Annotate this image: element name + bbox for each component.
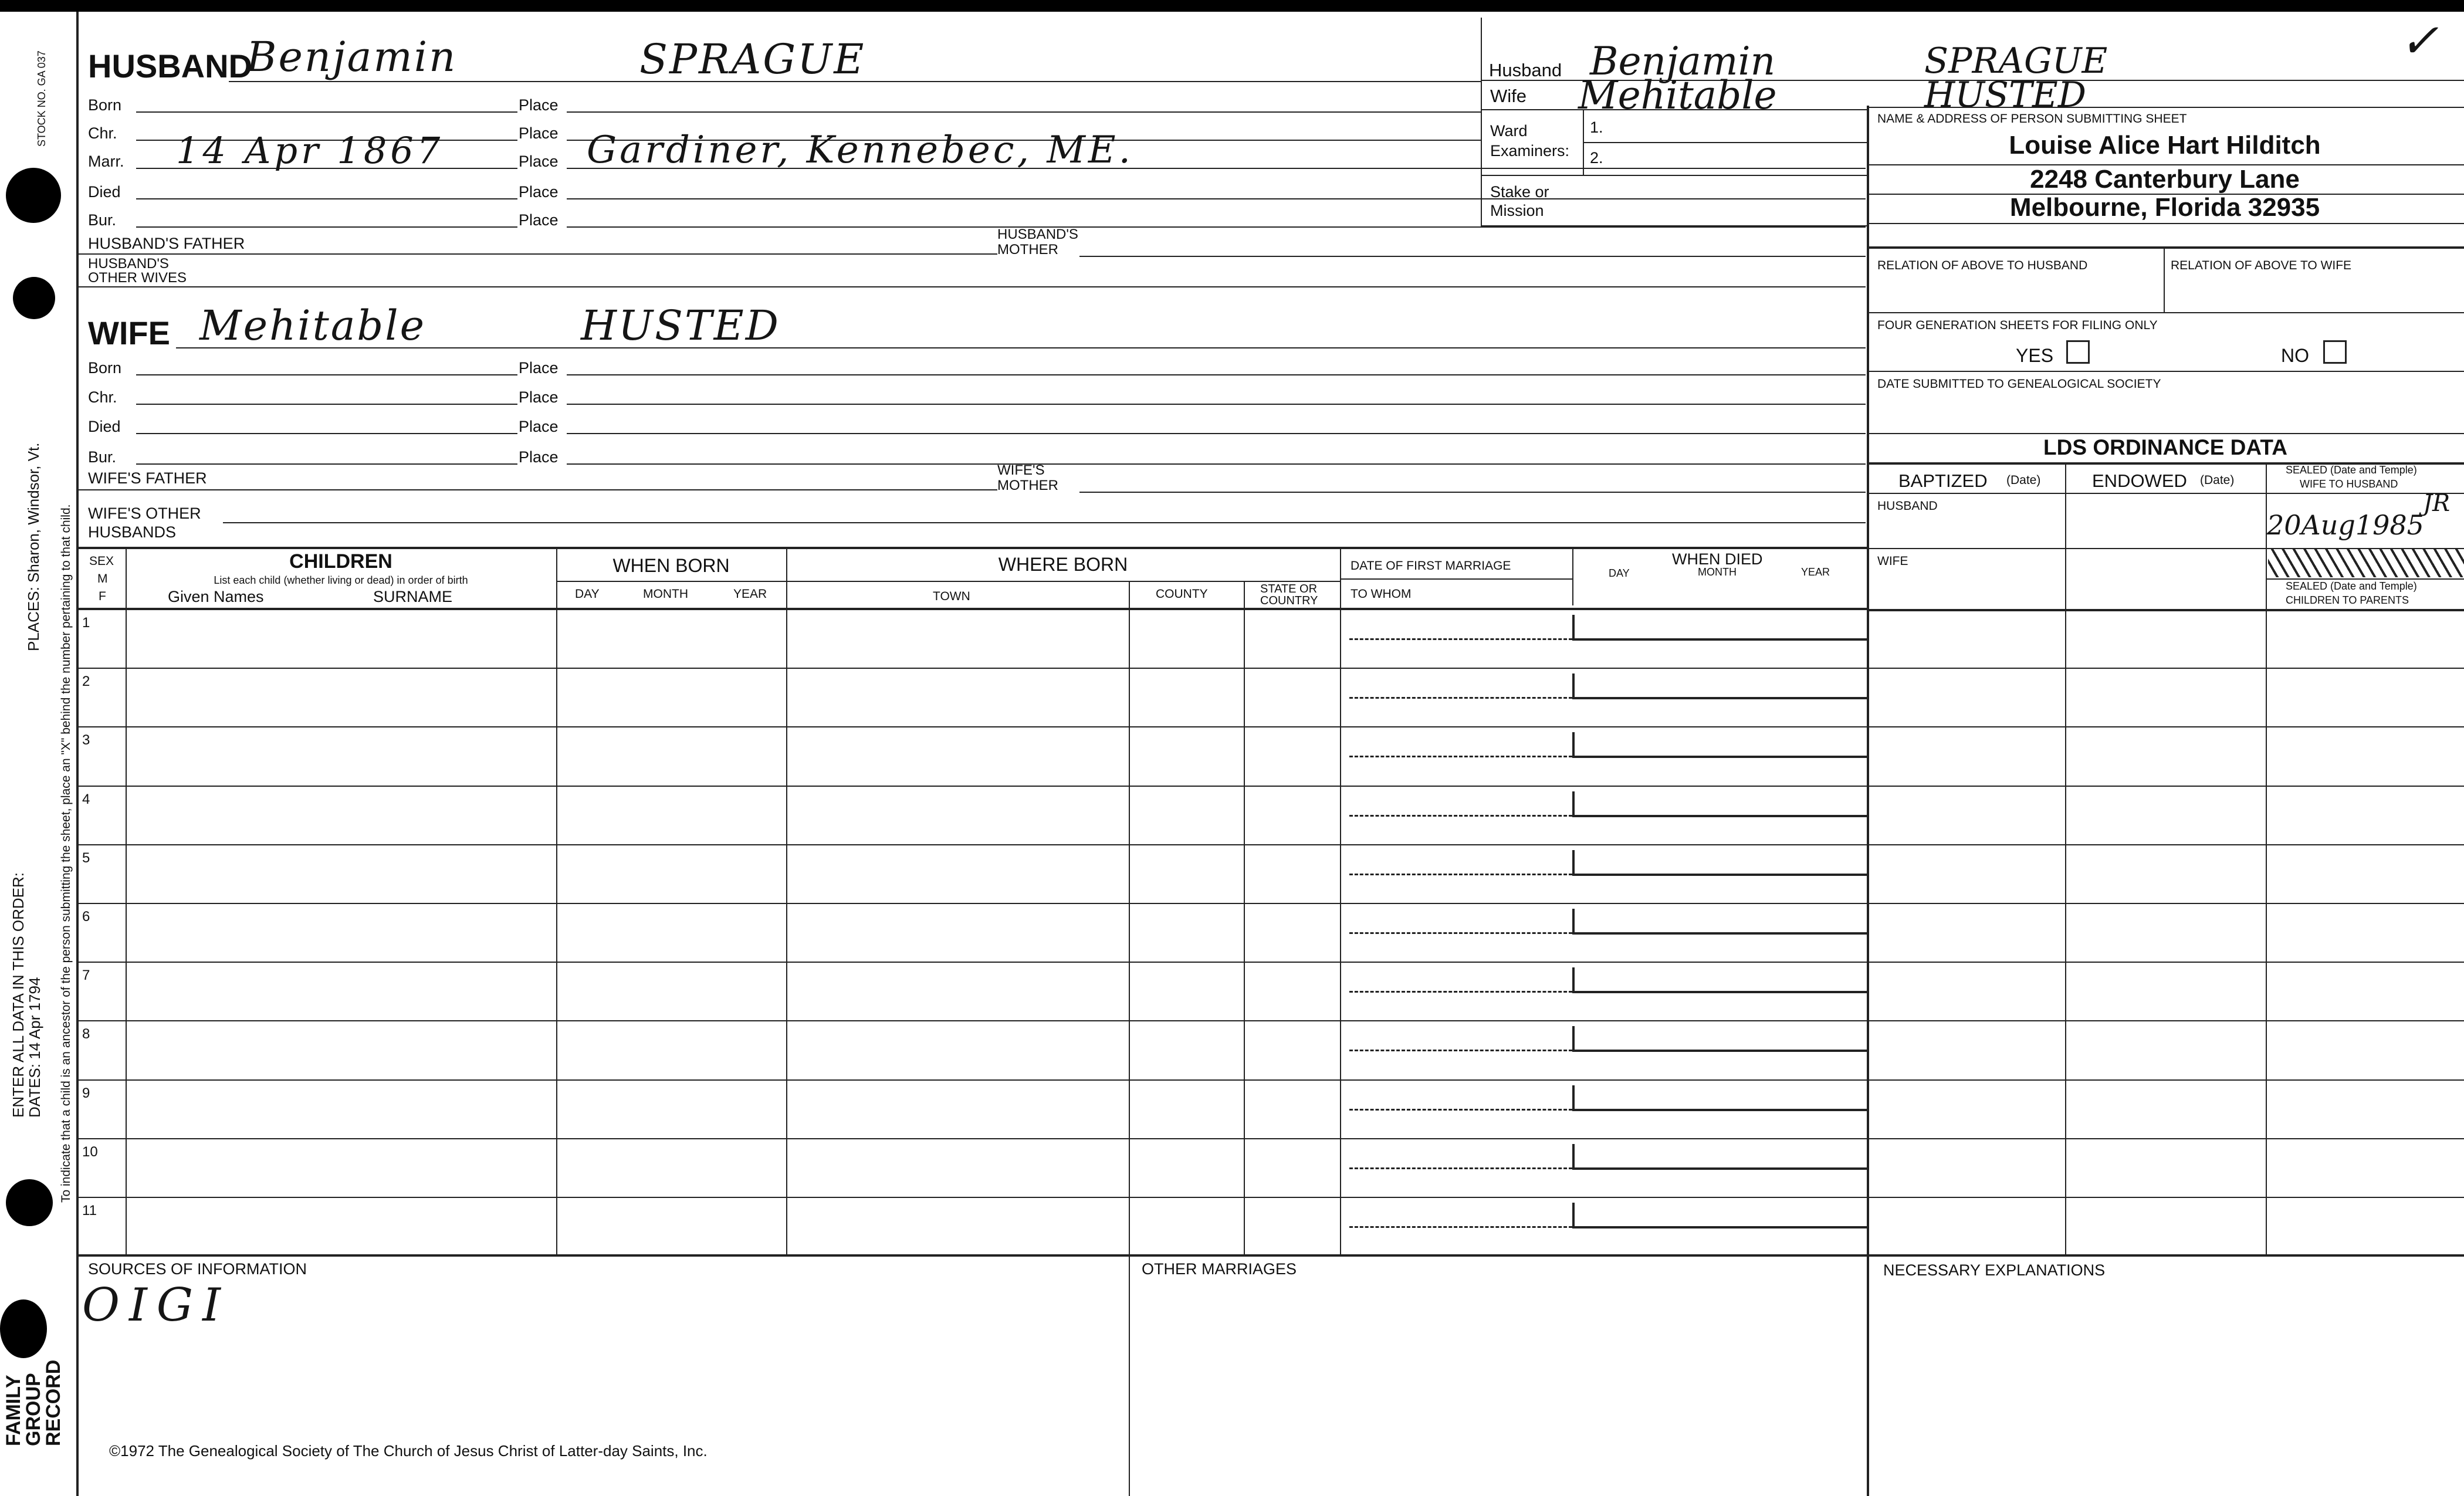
right-wife-name: Mehitable <box>1578 73 1777 118</box>
born-day-label: DAY <box>575 587 600 601</box>
sources-value: OIGI <box>82 1279 230 1332</box>
where-born-label: WHERE BORN <box>998 554 1128 575</box>
wife-other-husbands-label: WIFE'S OTHER <box>88 505 201 522</box>
rule <box>1572 1085 1575 1110</box>
rule <box>76 608 1867 610</box>
surname-label: SURNAME <box>373 588 453 605</box>
rule <box>76 726 2464 727</box>
sources-label: SOURCES OF INFORMATION <box>88 1260 307 1278</box>
died-month-label: MONTH <box>1698 566 1737 578</box>
reviewer-checkmark: ✓ <box>2399 13 2439 68</box>
children-note: List each child (whether living or dead) in order of birth <box>214 574 468 586</box>
rule <box>76 547 1867 549</box>
rule <box>176 347 1866 348</box>
endowed-label: ENDOWED <box>2092 471 2187 491</box>
rule <box>1572 1144 1575 1169</box>
rule <box>76 489 997 490</box>
husband-event-date: 14 Apr 1867 <box>176 129 444 172</box>
husband-row-label: HUSBAND <box>1877 499 1938 513</box>
endowed-date-label: (Date) <box>2200 473 2235 487</box>
husband-place-label: Place <box>519 96 559 114</box>
rule <box>1349 874 1572 875</box>
rule <box>1349 756 1572 757</box>
divider <box>2065 463 2066 1255</box>
yes-checkbox[interactable] <box>2066 340 2090 364</box>
rule <box>1340 578 1572 580</box>
rule <box>1867 223 2464 224</box>
rule <box>1349 1050 1572 1051</box>
rule <box>1583 142 1868 143</box>
rule <box>567 433 1866 434</box>
divider <box>2164 248 2165 313</box>
rule <box>136 404 517 405</box>
rule <box>1867 433 2464 434</box>
left-border <box>76 12 79 1496</box>
husband-surname: SPRAGUE <box>639 35 866 83</box>
rule <box>1867 312 2464 313</box>
four-gen-label: FOUR GENERATION SHEETS FOR FILING ONLY <box>1877 319 2158 332</box>
rule <box>76 1020 2464 1021</box>
rule <box>1572 756 1867 758</box>
husband-other-wives-label: OTHER WIVES <box>88 270 187 286</box>
rule <box>1349 638 1572 640</box>
baptized-label: BAPTIZED <box>1898 471 1988 491</box>
examiner-2: 2. <box>1590 149 1603 167</box>
divider <box>786 548 787 1255</box>
husband-event-label: Bur. <box>88 211 117 229</box>
to-whom-label: TO WHOM <box>1351 587 1412 601</box>
rule <box>1572 697 1867 699</box>
rule <box>1349 697 1572 699</box>
husband-event-place: Gardiner, Kennebec, ME. <box>587 128 1133 172</box>
rule <box>1572 967 1575 992</box>
submitter-city: Melbourne, Florida 32935 <box>2009 193 2320 222</box>
sex-label: SEX <box>89 554 114 568</box>
rule <box>76 1254 2464 1257</box>
submitter-street: 2248 Canterbury Lane <box>2030 165 2300 194</box>
died-year-label: YEAR <box>1801 566 1830 578</box>
rule <box>567 111 1481 113</box>
wife-other-husbands-label: HUSBANDS <box>88 523 177 541</box>
child-row-number: 3 <box>82 732 90 748</box>
child-row-number: 9 <box>82 1085 90 1101</box>
ordinance-title: LDS ORDINANCE DATA <box>2043 435 2287 459</box>
rule <box>1349 815 1572 817</box>
rule <box>1867 107 2464 108</box>
sex-f-label: F <box>99 590 106 603</box>
rule <box>1349 1109 1572 1111</box>
rule <box>76 1079 2464 1081</box>
rule <box>556 581 786 582</box>
yes-label: YES <box>2016 345 2054 366</box>
given-names-label: Given Names <box>168 588 264 605</box>
husband-event-label: Chr. <box>88 124 117 142</box>
wife-event-label: Died <box>88 418 121 435</box>
wife-place-label: Place <box>519 448 559 466</box>
wife-given-name: Mehitable <box>199 302 427 350</box>
baptized-date-label: (Date) <box>2006 473 2041 487</box>
wife-place-label: Place <box>519 388 559 406</box>
husband-event-label: Died <box>88 183 121 201</box>
state-label: STATE OR <box>1260 583 1318 595</box>
ancestor-instruction: To indicate that a child is an ancestor of the person submitting the sheet, place an "X" behind the number pertaining to that child. <box>59 504 73 1203</box>
stock-number: STOCK NO. GA 037 <box>36 50 48 147</box>
rule <box>1572 1167 1867 1170</box>
husband-mother-label: MOTHER <box>997 242 1058 258</box>
rule <box>1572 874 1867 876</box>
rule <box>1572 909 1575 933</box>
rule <box>1572 732 1575 757</box>
husband-given-name: Benjamin <box>246 33 458 81</box>
rule <box>1481 225 1868 226</box>
stake-label: Mission <box>1490 202 1544 219</box>
rule <box>76 1197 2464 1198</box>
husband-place-label: Place <box>519 183 559 201</box>
rule <box>1867 371 2464 372</box>
child-row-number: 6 <box>82 909 90 925</box>
rule <box>136 111 517 113</box>
rule <box>1572 615 1575 639</box>
husband-place-label: Place <box>519 124 559 142</box>
copyright: ©1972 The Genealogical Society of The Church of Jesus Christ of Latter-day Saints, Inc. <box>109 1442 708 1460</box>
right-wife-surname: HUSTED <box>1924 75 2086 116</box>
form-title: GROUP <box>22 1373 45 1446</box>
rule <box>1572 1026 1575 1051</box>
rule <box>1079 492 1866 493</box>
divider <box>1340 548 1341 1255</box>
other-marriages-label: OTHER MARRIAGES <box>1142 1260 1297 1278</box>
submitter-label: NAME & ADDRESS OF PERSON SUBMITTING SHEET <box>1877 112 2187 126</box>
relation-husband-label: RELATION OF ABOVE TO HUSBAND <box>1877 259 2088 272</box>
explanations-label: NECESSARY EXPLANATIONS <box>1883 1261 2106 1279</box>
child-row-number: 4 <box>82 791 90 807</box>
rule <box>1572 850 1575 875</box>
rule <box>136 374 517 375</box>
rule <box>567 404 1866 405</box>
dates-note: DATES: 14 Apr 1794 <box>26 977 43 1118</box>
wife-heading: WIFE <box>88 314 170 351</box>
sealed-wife-label: WIFE TO HUSBAND <box>2300 478 2398 490</box>
rule <box>1867 493 2464 494</box>
husband-place-label: Place <box>519 211 559 229</box>
born-year-label: YEAR <box>733 587 767 601</box>
right-wife-label: Wife <box>1490 86 1527 106</box>
wife-surname: HUSTED <box>581 302 780 350</box>
enter-all-note: ENTER ALL DATA IN THIS ORDER: <box>9 872 27 1118</box>
rule <box>1572 1226 1867 1228</box>
divider <box>126 548 127 1255</box>
rule <box>1481 175 1868 176</box>
rule <box>786 581 1340 582</box>
rule <box>76 962 2464 963</box>
wife-place-label: Place <box>519 418 559 435</box>
children-title: CHILDREN <box>289 550 392 573</box>
form-title: FAMILY <box>2 1375 25 1446</box>
form-title: RECORD <box>42 1359 65 1446</box>
child-row-number: 11 <box>82 1203 97 1219</box>
husband-event-label: Born <box>88 96 122 114</box>
rule <box>1572 815 1867 817</box>
punch-hole <box>6 1179 53 1226</box>
rule <box>1572 791 1575 816</box>
rule <box>1572 1203 1575 1227</box>
child-row-number: 7 <box>82 967 90 983</box>
rule <box>136 463 517 465</box>
divider <box>1129 1255 1130 1496</box>
wife-event-label: Chr. <box>88 388 117 406</box>
right-husband-surname: SPRAGUE <box>1924 40 2108 82</box>
rule <box>76 253 997 255</box>
rule <box>76 844 2464 845</box>
rule <box>76 903 2464 904</box>
punch-hole <box>0 1299 47 1358</box>
wife-event-label: Born <box>88 359 122 377</box>
rule <box>136 198 517 199</box>
husband-event-label: Marr. <box>88 153 124 170</box>
rule <box>1481 109 1868 110</box>
rule <box>1572 932 1867 935</box>
sealed-children-label: SEALED (Date and Temple) <box>2286 580 2417 592</box>
town-label: TOWN <box>933 590 970 603</box>
child-row-number: 5 <box>82 850 90 866</box>
rule <box>1572 673 1575 698</box>
rule <box>1349 1226 1572 1228</box>
divider <box>1129 581 1130 1255</box>
punch-hole <box>6 168 61 223</box>
husband-place-label: Place <box>519 153 559 170</box>
husband-heading: HUSBAND <box>88 48 252 84</box>
divider <box>556 548 557 1255</box>
rule <box>229 81 1481 82</box>
rule <box>1349 991 1572 993</box>
rule <box>1349 932 1572 934</box>
husband-mother-label: HUSBAND'S <box>997 226 1078 242</box>
when-died-label: WHEN DIED <box>1672 550 1763 568</box>
state-label: COUNTRY <box>1260 594 1318 607</box>
date-submitted-label: DATE SUBMITTED TO GENEALOGICAL SOCIETY <box>1877 377 2161 391</box>
submitter-name: Louise Alice Hart Hilditch <box>2009 131 2321 160</box>
first-marriage-label: DATE OF FIRST MARRIAGE <box>1351 559 1511 573</box>
rule <box>76 1138 2464 1139</box>
sealed-wife-label: SEALED (Date and Temple) <box>2286 464 2417 476</box>
wife-mother-label: WIFE'S <box>997 462 1045 478</box>
ward-label: Ward <box>1490 122 1528 140</box>
wife-place-label: Place <box>519 359 559 377</box>
wife-mother-label: MOTHER <box>997 478 1058 493</box>
child-row-number: 1 <box>82 615 90 631</box>
rule <box>1867 246 2464 249</box>
when-born-label: WHEN BORN <box>612 555 730 576</box>
hatched-area <box>2268 549 2464 577</box>
sealed-children-label: CHILDREN TO PARENTS <box>2286 594 2409 606</box>
no-checkbox[interactable] <box>2323 340 2347 364</box>
husband-other-wives-label: HUSBAND'S <box>88 256 169 272</box>
rule <box>567 226 1866 228</box>
rule <box>136 433 517 434</box>
child-row-number: 2 <box>82 673 90 689</box>
died-day-label: DAY <box>1609 567 1630 579</box>
rule <box>223 522 1866 523</box>
wife-father-label: WIFE'S FATHER <box>88 469 207 487</box>
rule <box>567 198 1866 199</box>
rule <box>1867 609 2464 611</box>
rule <box>567 374 1866 375</box>
top-edge <box>0 0 2464 12</box>
divider <box>1867 106 1869 1496</box>
rule <box>76 668 2464 669</box>
rule <box>1349 1167 1572 1169</box>
no-label: NO <box>2281 345 2309 366</box>
rule <box>1572 991 1867 993</box>
rule <box>1572 1050 1867 1052</box>
rule <box>76 286 1866 287</box>
sex-m-label: M <box>97 572 108 585</box>
divider <box>2266 463 2267 1255</box>
divider <box>1583 110 1584 176</box>
relation-wife-label: RELATION OF ABOVE TO WIFE <box>2171 259 2352 272</box>
rule <box>136 226 517 228</box>
right-husband-label: Husband <box>1489 60 1562 80</box>
places-note: PLACES: Sharon, Windsor, Vt. <box>25 442 42 651</box>
born-month-label: MONTH <box>643 587 688 601</box>
punch-hole <box>13 277 55 319</box>
divider <box>1572 548 1573 605</box>
child-row-number: 8 <box>82 1026 90 1042</box>
rule <box>76 786 2464 787</box>
husband-father-label: HUSBAND'S FATHER <box>88 235 245 252</box>
examiners-label: Examiners: <box>1490 142 1570 160</box>
divider <box>1481 18 1482 226</box>
county-label: COUNTY <box>1156 587 1208 601</box>
rule <box>1572 638 1867 641</box>
divider <box>1244 581 1245 1255</box>
right-husband-name: Benjamin <box>1590 39 1776 84</box>
rule <box>2266 578 2464 580</box>
sealed-temple: JR <box>2423 490 2451 517</box>
rule <box>1572 1109 1867 1111</box>
rule <box>567 463 1866 465</box>
examiner-1: 1. <box>1590 119 1603 136</box>
stake-label: Stake or <box>1490 183 1549 201</box>
wife-event-label: Bur. <box>88 448 117 466</box>
child-row-number: 10 <box>82 1144 98 1160</box>
wife-row-label: WIFE <box>1877 554 1908 568</box>
sealed-date: 20Aug1985 <box>2267 509 2424 541</box>
rule <box>1079 256 1866 257</box>
